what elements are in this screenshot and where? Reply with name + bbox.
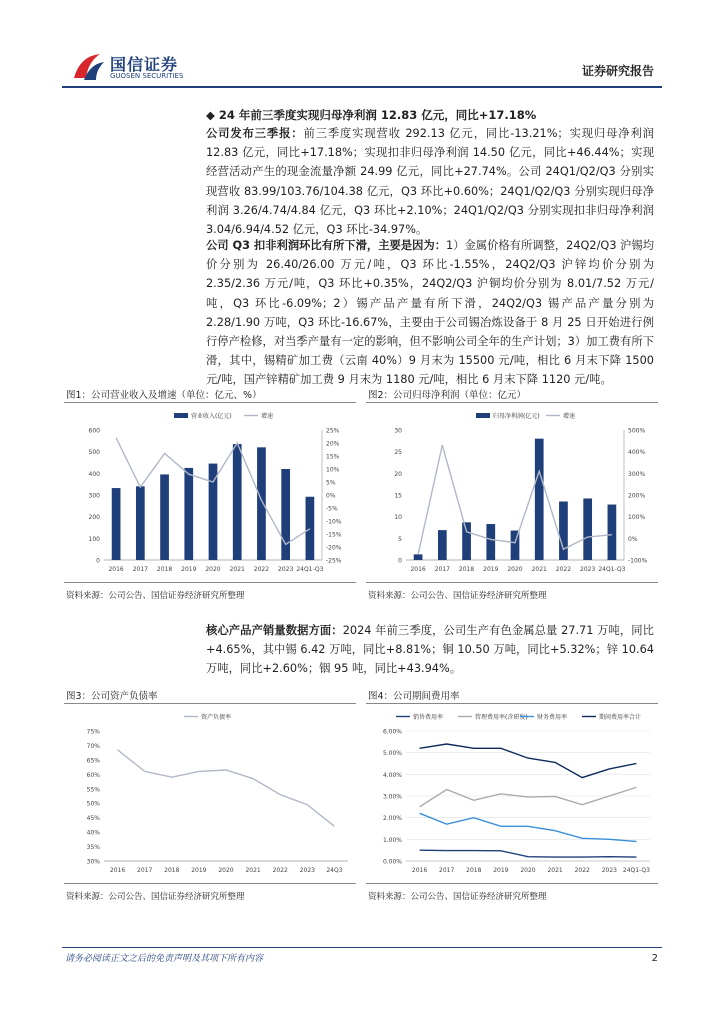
y-tick-label: 0	[96, 557, 100, 565]
x-tick-label: 2020	[205, 566, 221, 573]
bar	[136, 486, 145, 560]
y2-tick-label: 300%	[628, 470, 646, 478]
x-tick-label: 2022	[253, 566, 270, 573]
y-tick-label: 500	[88, 449, 100, 457]
x-tick-label: 2018	[458, 566, 475, 573]
paragraph-lead: 公司发布三季报：	[206, 127, 304, 140]
y-tick-label: 0	[398, 557, 402, 565]
y-tick-label: 200	[88, 514, 100, 522]
bar	[281, 469, 290, 560]
legend-label: 归母净利润(亿元)	[493, 413, 540, 420]
y-tick-label: 15	[394, 492, 402, 500]
paragraph-text: 2024 年前三季度，公司生产有色金属总量 27.71 万吨，同比+4.65%，其中锡 6.42 万吨，同比+8.81%；铜 10.50 万吨，同比+5.32%；锌 10.64 万吨，同比+2.60%；铟 95 吨，同比+43.94%。	[206, 624, 654, 676]
paragraph-q3-report	[206, 124, 654, 239]
x-tick-label: 24Q1-Q3	[622, 867, 650, 874]
fig3-title: 图3：公司资产负债率	[66, 691, 158, 702]
x-tick-label: 24Q1-Q3	[296, 566, 324, 573]
fig3-bottom-line	[64, 883, 356, 884]
bar	[462, 522, 471, 560]
bar	[257, 447, 266, 560]
paragraph-lead: 核心产品产销量数据方面：	[206, 624, 343, 637]
y-tick-label: 45%	[86, 815, 100, 823]
x-tick-label: 2023	[278, 566, 294, 573]
footer-divider	[62, 947, 662, 948]
y-tick-label: 3.00%	[382, 793, 402, 801]
y2-tick-label: 0%	[628, 535, 638, 543]
y-tick-label: 30	[394, 427, 402, 435]
y2-tick-label: -15%	[326, 531, 342, 539]
page-number: 2	[651, 953, 658, 964]
bar	[486, 524, 495, 560]
y2-tick-label: -5%	[326, 505, 338, 513]
x-tick-label: 2020	[520, 867, 536, 874]
y2-tick-label: -25%	[326, 557, 342, 565]
y-tick-label: 50%	[86, 800, 100, 808]
x-tick-label: 2021	[547, 867, 563, 874]
y2-tick-label: 10%	[326, 466, 340, 474]
y-tick-label: 600	[88, 427, 100, 435]
series-line	[420, 744, 637, 778]
x-tick-label: 2016	[411, 867, 428, 874]
x-tick-label: 2021	[229, 566, 245, 573]
x-tick-label: 2016	[410, 566, 426, 573]
bar	[160, 474, 169, 560]
y2-tick-label: 400%	[628, 449, 646, 457]
fig3-source: 资料来源：公司公告、国信证券经济研究所整理	[66, 892, 245, 902]
x-tick-label: 2019	[181, 566, 197, 573]
fig1-divider	[64, 402, 356, 403]
fig4-bottom-line	[366, 883, 658, 884]
fig2-source: 资料来源：公司公告、国信证券经济研究所整理	[368, 591, 547, 601]
y2-tick-label: 5%	[326, 479, 336, 487]
header-divider	[62, 86, 662, 88]
y-tick-label: 55%	[86, 786, 100, 794]
y2-tick-label: 15%	[326, 453, 340, 461]
highlight-bullet	[206, 107, 536, 123]
x-tick-label: 2020	[218, 867, 234, 874]
x-tick-label: 24Q3	[326, 867, 343, 874]
y-tick-label: 70%	[86, 742, 100, 750]
logo-name: 国信证券	[110, 55, 179, 74]
series-line	[420, 850, 637, 857]
fig1-title: 图1：公司营业收入及增速（单位：亿元、%）	[66, 390, 262, 401]
fig2-bottom-line	[366, 582, 658, 583]
y2-tick-label: -100%	[628, 557, 648, 565]
series-line	[420, 787, 637, 807]
y-tick-label: 40%	[86, 829, 100, 837]
series-line	[118, 750, 335, 827]
x-tick-label: 2023	[580, 566, 596, 573]
bar	[184, 468, 193, 560]
fig2-chart	[366, 404, 658, 580]
legend-swatch	[174, 413, 188, 418]
legend-label: 增速	[261, 413, 274, 420]
y-tick-label: 30%	[86, 858, 100, 866]
logo-english: GUOSEN SECURITIES	[110, 72, 184, 80]
y-tick-label: 400	[88, 470, 100, 478]
y-tick-label: 60%	[86, 771, 100, 779]
legend-label: 资产负债率	[201, 714, 232, 721]
y-tick-label: 35%	[86, 844, 100, 852]
bar	[583, 498, 592, 560]
y2-tick-label: 0%	[326, 492, 336, 500]
paragraph-lead: 公司 Q3 扣非利润环比有所下滑，主要是因为：	[206, 239, 446, 252]
bar	[306, 497, 315, 560]
x-tick-label: 2023	[601, 867, 617, 874]
legend-swatch	[476, 413, 490, 418]
bar	[535, 439, 544, 560]
bar	[112, 488, 121, 560]
x-tick-label: 2017	[137, 867, 153, 874]
y-tick-label: 65%	[86, 757, 100, 765]
diamond-icon: ◆	[206, 108, 215, 122]
paragraph-text: 1）金属价格有所调整，24Q2/Q3 沪锡均价分别为 26.40/26.00 万元/吨，Q3 环比-1.55%，24Q2/Q3 沪锌均价分别为 2.35/2.36 万元/吨，Q3 环比+0.35%，24Q2/Q3 沪铜均价分别为 8.01/7.52 万元/吨，Q3 环比-6.09%；2）锡产品产量有所下滑，24Q2/Q3 锡产品产量分别为 2.28/1.90 万吨，Q3 环比-16.67%，主要由于公司锡冶炼设备于 8 月 25 日开始进行例行停产检修，对当季产量有一定的影响，但不影响公司全年的生产计划；3）加工费有所下滑，其中，锡精矿加工费（云南 40%）9 月末为 15500 元/吨，相比 6 月末下降 1500 元/吨，国产锌精矿加工费 9 月末为 1180 元/吨，相比 6 月末下降 1120 元/吨。	[206, 239, 654, 387]
x-tick-label: 2017	[132, 566, 148, 573]
x-tick-label: 2022	[272, 867, 288, 874]
x-tick-label: 24Q1-Q3	[598, 566, 626, 573]
fig4-chart	[366, 705, 658, 881]
paragraph-profit-decline	[206, 236, 654, 390]
company-logo	[70, 50, 210, 84]
y2-tick-label: 500%	[628, 427, 646, 435]
paragraph-text: 前三季度实现营收 292.13 亿元，同比-13.21%；实现归母净利润 12.83 亿元，同比+17.18%；实现扣非归母净利润 14.50 亿元，同比+46.44%；实现经营活动产生的现金流量净额 24.99 亿元，同比+27.74%。公司 24Q1/Q2/Q3 分别实现营收 83.99/103.76/104.38 亿元，Q3 环比+0.60%；24Q1/Q2/Q3 分别实现归母净利润 3.26/4.74/4.84 亿元，Q3 环比+2.10%；24Q1/Q2/Q3 分别实现扣非归母净利润 3.04/6.94/4.52 亿元，Q3 环比-34.97%。	[206, 127, 654, 237]
fig3-divider	[64, 703, 356, 704]
legend-label: 财务费用率	[537, 714, 568, 721]
fig2-divider	[366, 402, 658, 403]
y-tick-label: 5.00%	[382, 750, 402, 758]
x-tick-label: 2022	[555, 566, 572, 573]
y2-tick-label: 20%	[326, 440, 340, 448]
legend-label: 管理费用率(含研发)	[475, 714, 528, 721]
fig2-title: 图2：公司归母净利润（单位：亿元）	[368, 390, 527, 401]
x-tick-label: 2017	[439, 867, 455, 874]
y-tick-label: 20	[394, 470, 402, 478]
fig1-bottom-line	[64, 582, 356, 583]
y-tick-label: 2.00%	[382, 815, 402, 823]
fig1-chart	[64, 404, 356, 580]
y2-tick-label: -20%	[326, 544, 342, 552]
legend-label: 销售费用率	[413, 714, 444, 721]
legend-label: 期间费用率合计	[599, 714, 642, 721]
x-tick-label: 2016	[108, 566, 124, 573]
fig4-title: 图4：公司期间费用率	[368, 691, 460, 702]
x-tick-label: 2021	[531, 566, 547, 573]
bar	[233, 444, 242, 560]
legend-label: 营业收入(亿元)	[191, 413, 232, 420]
fig3-chart	[64, 705, 356, 881]
y2-tick-label: -10%	[326, 518, 342, 526]
y2-tick-label: 200%	[628, 492, 646, 500]
bar	[438, 530, 447, 560]
x-tick-label: 2019	[483, 566, 499, 573]
x-tick-label: 2023	[299, 867, 315, 874]
x-tick-label: 2022	[574, 867, 590, 874]
y2-tick-label: 100%	[628, 514, 646, 522]
y-tick-label: 75%	[86, 728, 100, 736]
report-type: 证券研究报告	[581, 64, 654, 78]
fig4-source: 资料来源：公司公告、国信证券经济研究所整理	[368, 892, 547, 902]
bar	[414, 554, 423, 560]
y-tick-label: 0.00%	[382, 858, 402, 866]
legend-label: 增速	[563, 413, 576, 420]
fig4-divider	[366, 703, 658, 704]
y-tick-label: 25	[394, 449, 402, 457]
x-tick-label: 2021	[245, 867, 261, 874]
bar	[559, 502, 568, 561]
bar	[608, 505, 617, 560]
x-tick-label: 2018	[466, 867, 482, 874]
x-tick-label: 2018	[156, 566, 173, 573]
y-tick-label: 6.00%	[382, 728, 402, 736]
fig1-source: 资料来源：公司公告、国信证券经济研究所整理	[66, 591, 245, 601]
x-tick-label: 2020	[507, 566, 523, 573]
y-tick-label: 4.00%	[382, 771, 402, 779]
guosen-logo-icon	[70, 52, 106, 82]
y-tick-label: 10	[394, 514, 402, 522]
highlight-text: 24 年前三季度实现归母净利润 12.83 亿元，同比+17.18%	[218, 108, 537, 122]
paragraph-production	[206, 621, 654, 679]
x-tick-label: 2019	[493, 867, 509, 874]
x-tick-label: 2018	[164, 867, 180, 874]
y2-tick-label: 25%	[326, 427, 340, 435]
footer-disclaimer: 请务必阅读正文之后的免责声明及其项下所有内容	[65, 954, 264, 964]
y-tick-label: 300	[88, 492, 100, 500]
y-tick-label: 5	[398, 535, 402, 543]
x-tick-label: 2016	[109, 867, 126, 874]
x-tick-label: 2017	[434, 566, 450, 573]
y-tick-label: 100	[88, 535, 100, 543]
y-tick-label: 1.00%	[382, 836, 402, 844]
x-tick-label: 2019	[191, 867, 207, 874]
